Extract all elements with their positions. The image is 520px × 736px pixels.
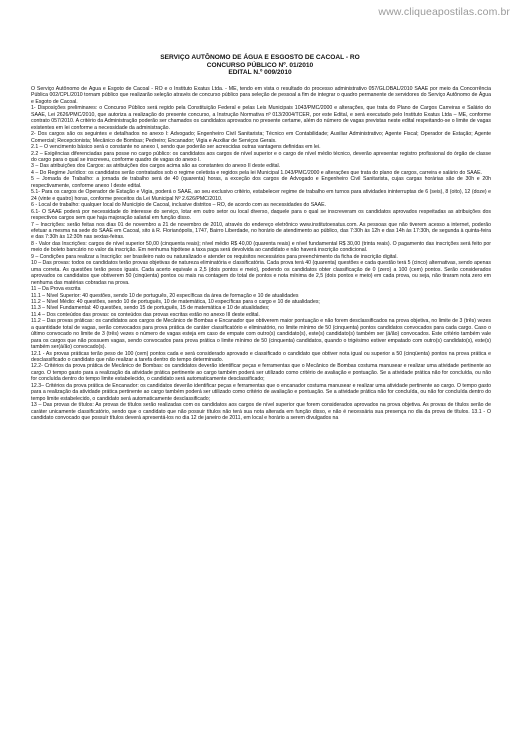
paragraph-11: 11 – Da Prova escrita [31,286,81,293]
paragraph-5: 5 – Jornada de Trabalho: a jornada de trabalho será de 40 (quarenta) horas, a exceção dos cargos de Advogado e Engenheiro Civil Sanitarista, cujas cargas horárias são de 30h e 20h respectivamente, conforme anexo I deste edital. [31,176,491,189]
paragraph-12-1: 12.1 - As provas práticas terão peso de 100 (cem) pontos cada e será considerado aprovado e classificado o candidato que obtiver nota igual ou superior a 50 (cinqüenta) pontos na prova prática e desclassificado o candidato que não realizar a tarefa dentro do tempo determinado. [31,350,491,364]
paragraph-4: 4 – Do Regime Jurídico: os candidatos serão contratados sob o regime celetista e regidos pela lei Municipal 1.043/PMC/2000 e alterações que trata do plano de cargos, carreira e salário do SAAE. [31,169,482,176]
paragraph-12-3: 12.3– Critérios da prova prática de Encanador: os candidatos deverão identificar peças e ferramentas que o encanador costuma manusear e realizar uma atividade pertinente ao cargo. O tempo gasto para a realização da atividade prática pertinente ao cargo também poderá ser utilizado como critério de avaliação e pontuação. Se a atividade prática não for concluída, ou não for concluída dentro do tempo limite estabelecido, o candidato será automaticamente desclassificado; [31,382,491,402]
paragraph-1: 1- Disposições preliminares: o Concurso Público será regido pela Constituição Federal e pelas Leis Municipais 1043/PMC/2000 e alterações, que trata do Plano de Cargos Carreiras e Salário do SAAE, Lei 2626/PMC/2010, que autoriza a realização do presente concurso, a Instrução Normativa nº 013/2004/TCER, por este Edital, e será executado pelo Instituto Exatus Ltda – ME, conforme contrato 057/2010. A critério da Administração poderão ser chamados os candidatos aprovados no presente certame, além do número de vagas previstas neste edital respeitando-se o limite de vagas existentes em lei conforme a necessidade da administração. [31,105,491,131]
header-edital-number: EDITAL N.º 009/2010 [228,69,292,77]
paragraph-5-1: 5.1- Para os cargos de Operador de Estação e Vigia, poderá o SAAE, ao seu exclusivo critério, estabelecer regime de trabalho em turnos para atividades ininterruptas de 6 (seis), 8 (oito), 12 (doze) e 24 (vinte e quatro) horas, conforme preceitos da Lei Municipal Nº 2.626/PMC/2010. [31,189,491,202]
paragraph-10: 10 – Das provas: todos os candidatos terão provas objetivas de natureza eliminatória e classificatória. Cada prova terá 40 (quarenta) questões e cada questão terá 5 (cinco) alternativas, sendo apenas uma correta. As questões terão pesos iguais. Cada acerto equivale a 2,5 (dois pontos e meio), podendo os candidatos obter classificação de 0 (zero) a 100 (cem) pontos. Serão considerados aprovados os candidatos que obtiverem 50 (cinqüenta) pontos ou mais na contagem do total de pontos e nota mínima de 2,5 (dois pontos e meio) em cada prova, ou seja, não tiraram nota zero em nenhuma das matérias cobradas na prova. [31,260,491,286]
edital-body [31,86,491,732]
paragraph-8: 8 - Valor das Inscrições: cargos de nível superior 50,00 (cinquenta reais); nível médio R$ 40,00 (quarenta reais) e nível fundamental R$ 30,00 (trinta reais). O pagamento das inscrições será feito por meio de boleto bancário no valor da inscrição. Em nenhuma hipótese a taxa paga será devolvida ao candidato e não haverá inscrição condicional. [31,240,491,254]
site-watermark: www.cliqueapostilas.com.br [378,6,510,18]
paragraph-2: 2- Dos cargos são os seguintes e detalhados no anexo I: Advogado; Engenheiro Civil Sanitarista; Técnico em Contabilidade; Auxiliar Administrativo; Agente Fiscal; Operador de Estação; Agente Comercial; Recepcionista; Mecânico de Bombas; Pedreiro; Encanador; Vigia e Auxiliar de Serviços Gerais. [31,131,491,144]
paragraph-13: 13 – Das provas de títulos: As provas de títulos serão realizadas com os candidatos aos cargos de nível superior que forem considerados aprovados na prova objetiva. As provas de títulos serão de caráter unicamente classificatório, sendo que o candidato que não possuir títulos não terá sua nota alterada em função disso, e não é necessária sua presença no dia da prova de títulos. 13.1 - O candidato convocado que possuir títulos deverá apresentá-los no dia 12 de janeiro de 2011, em local e horário a serem divulgados na [31,402,491,422]
paragraph-9: 9 – Condições para realizar a Inscrição: ser brasileiro nato ou naturalizado e atender os requisitos necessários para preenchimento da ficha de inscrição digital. [31,253,398,260]
paragraph-2-1: 2.1 – O vencimento básico será o constante no anexo I, sendo que poderão ser acrescidas outras vantagens definidas em lei. [31,144,321,151]
paragraph-11-3: 11.3 – Nível Fundamental: 40 questões, sendo 15 de português, 15 de matemática e 10 de atualidades; [31,305,270,312]
paragraph-11-1: 11.1 – Nível Superior: 40 questões, sendo 10 de português, 20 específicas da área de formação e 10 de atualidades [31,292,299,299]
paragraph-11-4: 11.4 – Dos conteúdos das provas: os conteúdos das provas escritas estão no anexo III deste edital. [31,311,260,318]
paragraph-6-1: 6.1- O SAAE poderá por necessidade do interesse do serviço, lotar em outro setor ou local diverso, daquele para o qual se inscreveram os candidatos aprovados respeitadas as atribuições dos respectivos cargos sem que haja majoração salarial em função disso. [31,208,491,222]
paragraph-12: 11.2 – Das provas práticas: os candidatos aos cargos de Mecânico de Bombas e Encanador que obtiverem maior pontuação e não forem desclassificados na prova objetiva, no limite de 3 (três) vezes a quantidade total de vagas, serão convocados para prova prática de caráter classificatório e eliminatório, no limite mínimo de 50 (cinquenta) pontos candidatos convocados para cada cargo. Caso o último convocado no limite de 3 (três) vezes o número de vagas esteja em caso de empate com outro(s) candidato(s), este(s) candidato(s) também ser (á/ão) convocados. Este critério também vale para os cargos que não possuem vagas, sendo convocados para prova prática o limite mínimo de 50 (cinquenta) candidatos, quando o trigésimo estiver empatado com outro(s) candidato(s), este(s) também ser(á/ão) convocado(s). [31,318,491,351]
paragraph-2-2: 2.2 – Exigências diferenciadas para posse no cargo público: os candidatos aos cargos de nível superior e o cargo de nível médio técnico, deverão apresentar registro profissional do órgão de classe do cargo para o qual se inscreveu, conforme quadro de vagas do anexo I. [31,150,491,163]
paragraph-6: 6 - Local de trabalho: qualquer local do Município de Cacoal, inclusive distritos – RO, de acordo com as necessidades do SAAE. [31,202,326,209]
paragraph-intro: O Serviço Autônomo de Água e Esgoto de Cacoal - RO e o Instituto Exatus Ltda. - ME, tendo em vista o resultado do processo administrativo 057/GLOBAL/2010 SAAE por meio da Concorrência Pública 002/CPL/2010 tornam público que realizarão seleção através de concurso público para seleção de pessoal a fim de integrar o quadro permanente de servidores do Serviço Autônomo de Água e Esgoto de Cacoal. [31,86,491,105]
paragraph-7: 7 – Inscrições: serão feitas nos dias 01 de novembro a 21 de novembro de 2010, através do endereço eletrônico www.institutoexatus.com. As pessoas que não tiverem acesso a internet, poderão efetuar a mesma na sede do SAAE em Cacoal, sito à R. Florianópolis, 1747, Bairro Liberdade, no horário de atendimento ao público, das 7:30h às 12h e das 14h às 17:30h, de segunda à quinta-feira e das 7:30h às 12:30h nas sextas-feiras. [31,221,491,241]
paragraph-11-2: 11.2 – Nível Médio: 40 questões, sendo 10 de português, 10 de matemática, 10 específicas para o cargo e 10 de atualidades; [31,298,320,305]
paragraph-3: 3 – Das atribuições dos Cargos: as atribuições dos cargos acima são as constantes do anexo II deste edital. [31,163,281,170]
header-contest-number: CONCURSO PÚBLICO Nº. 01/2010 [206,61,314,69]
header-org-title: SERVIÇO AUTÔNOMO DE ÁGUA E ESGOSTO DE CACOAL - RO [160,54,360,61]
paragraph-12-2: 12.2- Critérios da prova prática de Mecânico de Bombas: os candidatos deverão identificar peças e ferramentas que o Mecânico de Bombas costuma manusear e realizar uma atividade pertinente ao cargo. O tempo gasto para a realização da atividade prática pertinente ao cargo também poderá ser utilizado como critério de avaliação e pontuação. Se a atividade prática não for concluída, ou não for concluída dentro do tempo limite estabelecido, o candidato será automaticamente desclassificado; [31,363,491,383]
edital-header [30,54,490,77]
